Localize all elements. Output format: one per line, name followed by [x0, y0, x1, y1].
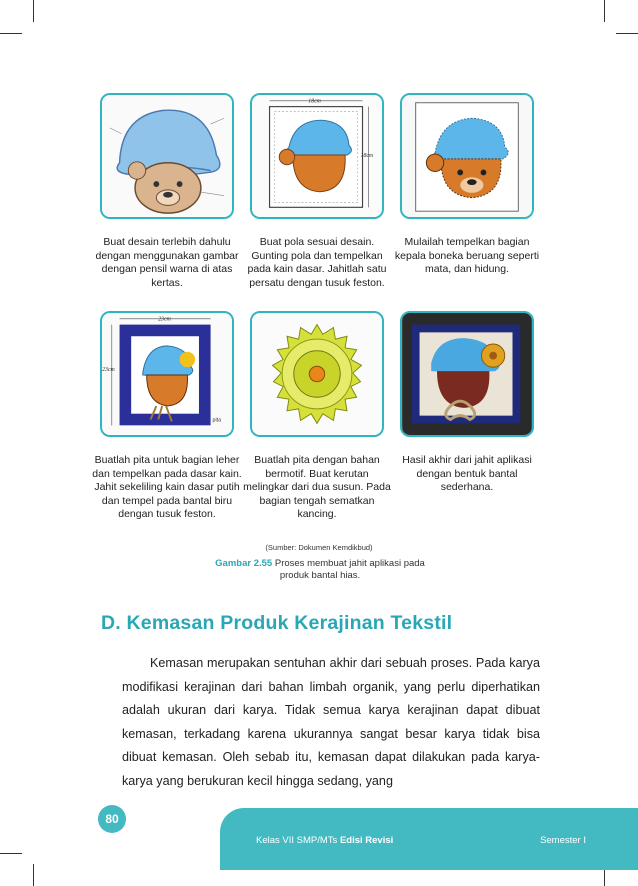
dimension-top-label: 18cm — [308, 98, 321, 105]
ribbon-label: pita — [212, 417, 222, 424]
figure-caption-1: Buat desain terlebih dahulu dengan menggunakan gambar dengan pensil warna di atas kertas. — [95, 236, 239, 289]
crop-mark — [0, 853, 22, 854]
source-note: (Sumber: Dokumen Kemdikbud) — [265, 543, 373, 552]
pillow-result-image — [400, 311, 534, 437]
crop-mark — [616, 33, 638, 34]
flower-ribbon-image — [250, 311, 384, 437]
bear-stitched-image — [400, 93, 534, 219]
bear-pattern-image — [250, 93, 384, 219]
footer-bar — [220, 808, 638, 870]
page-number: 80 — [98, 805, 126, 833]
dimension-side-label: 18cm — [360, 152, 374, 159]
figure-caption-4: Buatlah pita untuk bagian leher dan tempelkan pada dasar kain. Jahit sekeliling kain dasar putih dan tempel pada bantal biru dengan tusuk feston. — [92, 454, 242, 520]
crop-mark — [0, 33, 22, 34]
bear-frame-image — [100, 311, 234, 437]
dimension-side-label: 23cm — [102, 367, 115, 374]
crop-mark — [604, 0, 605, 22]
figure-description: Proses membuat jahit aplikasi pada produk bantal hias. — [274, 558, 425, 581]
section-title: D. Kemasan Produk Kerajinan Tekstil — [101, 612, 453, 634]
bear-sketch-image — [100, 93, 234, 219]
figure-caption-2: Buat pola sesuai desain. Gunting pola dan tempelkan pada kain dasar. Jahitlah satu persatu dengan tusuk feston. — [247, 236, 387, 289]
crop-mark — [33, 0, 34, 22]
body-paragraph: Kemasan merupakan sentuhan akhir dari sebuah proses. Pada karya modifikasi kerajinan dari bahan limbah organik, yang perlu diperhatikan adalah ukuran dari karya. Tidak semua karya kerajinan dapat dibuat kemasan, terkadang karena ukurannya sangat besar karya tidak bisa dibuat kemasan. Oleh sebab itu, kemasan dapat dilakukan pada karya-karya yang berukuran kecil hingga sedang, yang — [122, 656, 540, 788]
dimension-top-label: 23cm — [158, 316, 171, 323]
crop-mark — [33, 864, 34, 886]
figure-caption-3: Mulailah tempelkan bagian kepala boneka beruang seperti mata, dan hidung. — [394, 236, 540, 275]
footer-semester: Semester I — [540, 835, 586, 846]
figure-label: Gambar 2.55 — [215, 558, 273, 569]
figure-caption — [200, 558, 440, 582]
figure-caption-5: Buatlah pita dengan bahan bermotif. Buat kerutan melingkar dari dua susun. Pada bagian tengah sematkan kancing. — [243, 454, 391, 520]
footer-book-title: Kelas VII SMP/MTs Edisi Revisi — [256, 835, 394, 846]
figure-caption-6: Hasil akhir dari jahit aplikasi dengan bentuk bantal sederhana. — [402, 454, 532, 493]
